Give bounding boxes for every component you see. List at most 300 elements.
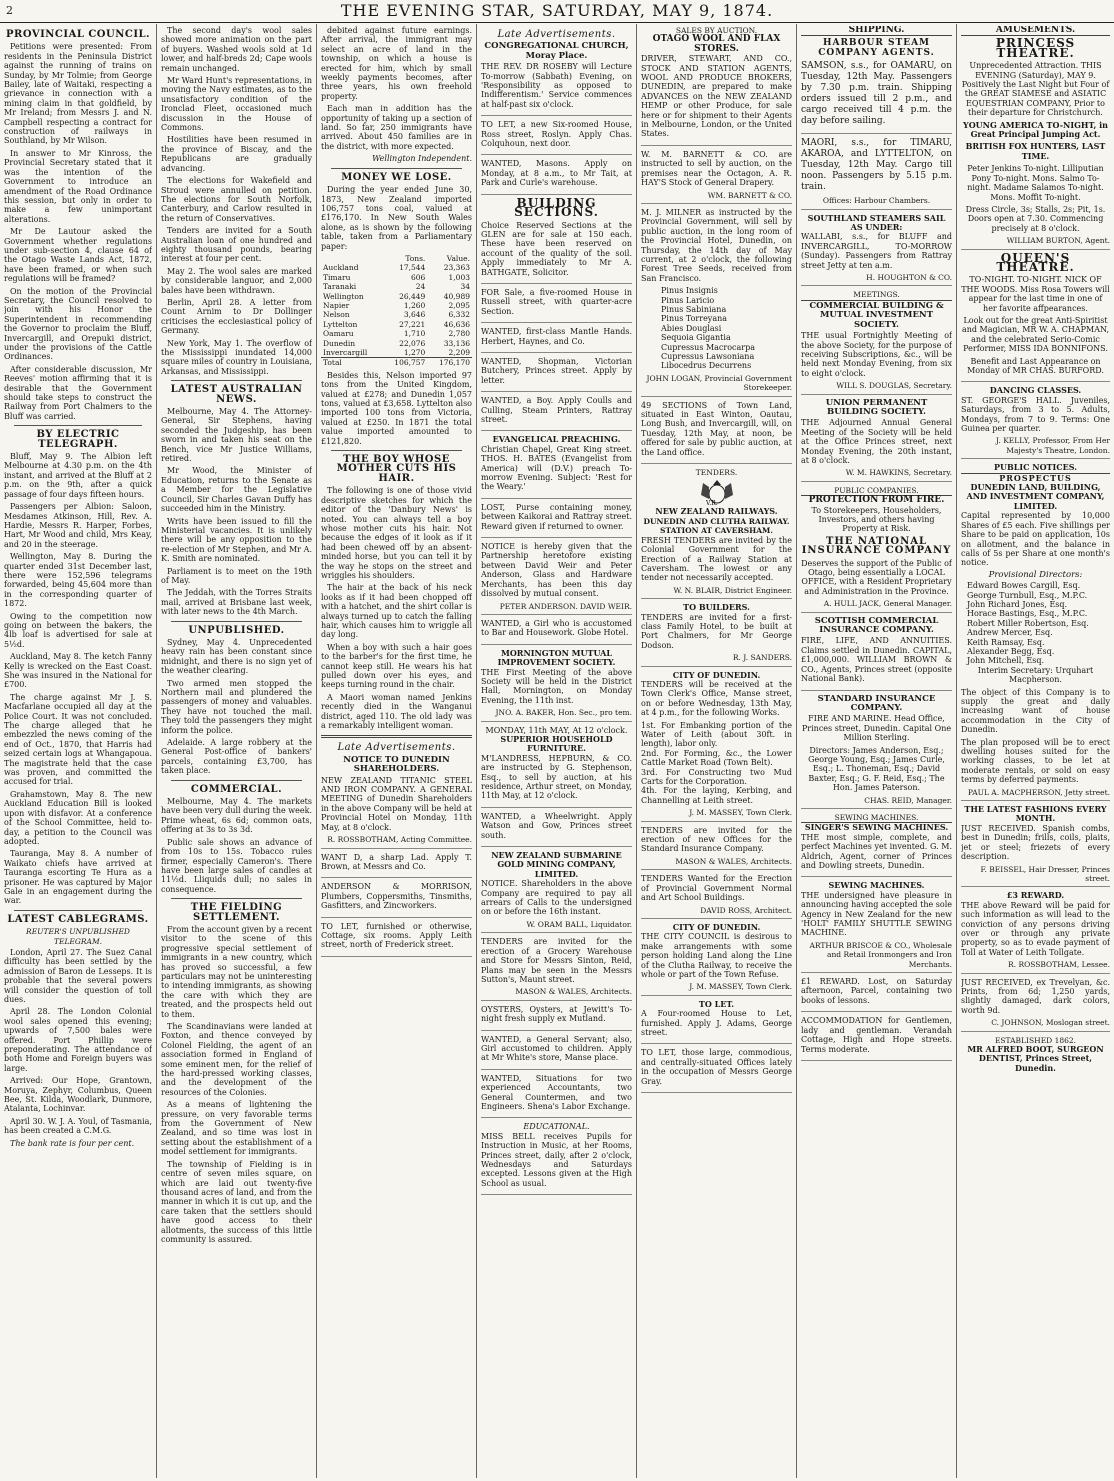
table-cell: Napier bbox=[323, 300, 350, 310]
advertisement bbox=[321, 882, 472, 917]
ad-title: PROTECTION FROM FIRE. bbox=[808, 495, 945, 506]
article-paragraph: Each man in addition has the opportunity of taking up a section of land. So far, 250 immigrants have arrived. About 450 families are in the district, with more expected. bbox=[321, 104, 472, 151]
table-cell: Oamaru bbox=[323, 329, 354, 339]
ad-title: MORNINGTON MUTUAL IMPROVEMENT SOCIETY. bbox=[497, 647, 616, 668]
advertisement bbox=[961, 824, 1110, 887]
column-5 bbox=[641, 26, 792, 1476]
ad-text: TO LET, furnished or otherwise, Cottage, six rooms. Apply Leith street, north of Frederick street. bbox=[321, 921, 472, 950]
ad-title: SOUTHLAND STEAMERS SAIL AS UNDER: bbox=[807, 212, 946, 233]
table-cell: 1,710 bbox=[403, 329, 426, 339]
ad-signature: PAUL A. MACPHERSON, Jetty street. bbox=[967, 787, 1110, 797]
ad-text: THE most simple, complete, and perfect Machines yet invented. G. M. Aldrich, Agent, corner of Princes and Dowling streets, Dunedin. bbox=[801, 832, 952, 870]
advertisement bbox=[481, 221, 632, 284]
ad-signature: J. M. MASSEY, Town Clerk. bbox=[689, 808, 792, 818]
ad-title: THE LATEST FASHIONS EVERY MONTH. bbox=[964, 804, 1107, 824]
article-paragraph: As a means of lightening the pressure, on very favorable terms from the Government of New Zealand, and so time was lost in setting about the establishment of a model settlement for immigrants. bbox=[161, 1100, 312, 1157]
ad-text: THE REV. DR ROSEBY will Lecture To-morrow (Sabbath) Evening, on 'Responsibility as opposed to Indifferentism.' Service commences at half-past six o'clock. bbox=[481, 62, 632, 109]
article-paragraph: On the motion of the Provincial Secretary, the Council resolved to join with his Honor the Superintendent in recommending the Governor to proclaim the Bluff, Invercargill, and Orepuki district, under the provisions of the Cattle Ordinances. bbox=[4, 286, 152, 362]
ad-signature: H. HOUGHTON & CO. bbox=[866, 273, 952, 283]
table-cell: 40,989 bbox=[443, 291, 470, 301]
list-item: Edward Bowes Cargill, Esq. bbox=[967, 581, 1081, 591]
ad-text: Deserves the support of the Public of Otago, being essentially a LOCAL OFFICE, with a Resident Proprietary and Administration in the Province. bbox=[801, 558, 952, 596]
advertisement bbox=[641, 401, 792, 464]
column-1 bbox=[4, 26, 152, 1476]
article-paragraph: When a boy with such a hair goes to the barber's for the first time, he cannot keep still. He wears his hat pulled down over his eyes, and keeps turning round in the chair. bbox=[321, 642, 472, 690]
advertisement bbox=[481, 445, 632, 499]
article-paragraph: The Scandinavians were landed at Foxton, and thence conveyed by Colonel Fielding, the agent of an association formed in England of some eminent men, for the relief of the hard-pressed working classes, and the development of the resources of the Colonies. bbox=[161, 1022, 312, 1097]
ad-title: CITY OF DUNEDIN. bbox=[672, 921, 761, 932]
advertisement bbox=[801, 232, 952, 286]
article-paragraph: After considerable discussion, Mr Reeves' motion affirming that it is desirable that the Government should take steps to construct the Railway from Port Chalmers to the Bluff was carried. bbox=[4, 364, 152, 421]
ad-text: THE above Reward will be paid for such information as will lead to the conviction of any persons driving over or through any private property, so as to evade payment of Toll at Water of Leith Tollgate. bbox=[961, 900, 1110, 957]
ad-signature: F. BEISSEL, Hair Dresser, Princes street. bbox=[980, 864, 1110, 883]
ad-signature: R. ROSSBOTHAM, Acting Committee. bbox=[327, 835, 472, 845]
advertisement bbox=[641, 826, 792, 871]
advertisement bbox=[961, 901, 1110, 974]
advertisement bbox=[641, 208, 792, 397]
advertisement bbox=[801, 61, 952, 134]
article-paragraph: Hostilities have been resumed in the province of Biscay, and the Republicans are gradually advancing. bbox=[161, 135, 312, 173]
ad-text: ANDERSON & MORRISON, Plumbers, Coppersmiths, Tinsmiths, Gasfitters, and Zincworkers. bbox=[321, 882, 472, 911]
ad-text: ACCOMMODATION for Gentlemen, lady and gentleman. Verandah Cottage, High and Hope streets. Terms moderate. bbox=[801, 1016, 952, 1054]
ad-text: 49 SECTIONS of Town Land, situated in East Winton, Oautau, Long Bush, and Invercargill, will, on Tuesday, 12th May, at noon, be offered for sale by public auction, at the Land office. bbox=[641, 400, 792, 457]
advertisement bbox=[481, 1132, 632, 1195]
ad-title: SEWING MACHINES. bbox=[828, 880, 925, 891]
article-paragraph: Mr De Lautour asked the Government whether regulations under sub-section 4, clause 64 of the Otago Waste Lands Act, 1872, have been framed, or when such regulations will be framed? bbox=[4, 227, 152, 284]
advertisement bbox=[641, 932, 792, 995]
table-cell: 3,646 bbox=[403, 310, 426, 320]
ad-title: SINGER'S SEWING MACHINES. bbox=[804, 822, 949, 833]
list-item: Horace Bastings, Esq., M.P.C. bbox=[967, 609, 1088, 619]
ad-headline: QUEEN'S THEATRE. bbox=[996, 250, 1075, 274]
table-cell: Auckland bbox=[323, 263, 359, 273]
column-3 bbox=[321, 26, 472, 1476]
section-heading: THE FIELDING SETTLEMENT. bbox=[190, 902, 283, 923]
article-paragraph: Besides this, Nelson imported 97 tons from the United Kingdom, valued at £278; and Dunedin 1,057 tons, valued at £3,658. Lyttelton also imported 100 tons from Victoria, valued at £250. In 1871 the total value imported amounted to £121,820. bbox=[321, 370, 472, 446]
section-heading: TENDERS. bbox=[695, 468, 738, 478]
table-row bbox=[321, 339, 472, 348]
ad-text: Peter Jenkins To-night. Lilliputian Pony To-night. Mons. Salmo To-night. Madame Salamos To-night. Mons. Moffit To-night. bbox=[967, 164, 1104, 202]
ad-title: OTAGO WOOL AND FLAX STORES. bbox=[652, 34, 781, 54]
table-row bbox=[321, 292, 472, 301]
ad-text: WANTED, a Girl who is accustomed to Bar and Housework. Globe Hotel. bbox=[481, 618, 632, 638]
table-header-row bbox=[321, 254, 472, 263]
table-cell: 33,136 bbox=[443, 338, 470, 348]
advertisement bbox=[801, 138, 952, 209]
table-total-row bbox=[321, 358, 472, 368]
ad-text: NEW ZEALAND TITANIC STEEL AND IRON COMPANY. A GENERAL MEETING of Dunedin Shareholders in the above Company will be held at Provincial Hotel on Monday, 11th May, at 8 o'clock. bbox=[321, 775, 472, 832]
ad-headline: BUILDING SECTIONS. bbox=[514, 195, 599, 220]
section-heading: Late Advertisements. bbox=[497, 29, 616, 40]
article-paragraph: Writs have been issued to fill the Ministerial vacancies. It is unlikely there will be any opposition to the re-election of Mr Stephen, and Mr A. K. Smith are nominated. bbox=[161, 516, 312, 564]
list-item: Robert Miller Robertson, Esq. bbox=[967, 618, 1089, 628]
ad-signature: WILLIAM BURTON, Agent. bbox=[1006, 236, 1110, 246]
advertisement bbox=[641, 536, 792, 599]
cable-paragraph: London, April 27. The Suez Canal difficulty has been settled by the admission of Baron de Lesseps. It is probable that the several powers will consider the question of toll dues. bbox=[4, 947, 152, 1004]
section-heading: LATEST AUSTRALIAN NEWS. bbox=[170, 384, 303, 405]
ad-signature: W. ORAM BALL, Liquidator. bbox=[526, 919, 632, 929]
article-paragraph: The elections for Wakefield and Stroud were annulled on petition. The elections for South Norfolk, Canterbury, and Carlow resulted in the return of Conservatives. bbox=[161, 176, 312, 223]
section-heading: PROVINCIAL COUNCIL. bbox=[5, 29, 151, 40]
ad-title: NEW ZEALAND RAILWAYS. bbox=[655, 506, 778, 517]
column-rule bbox=[796, 24, 797, 1478]
advertisement bbox=[481, 1005, 632, 1031]
article-paragraph: Mr Ward Hunt's representations, in moving the Navy estimates, as to the unsatisfactory condition of the Ironclad Fleet, occasioned much discussion in the House of Commons. bbox=[161, 76, 312, 133]
article-paragraph: Public sale shows an advance of from 10s to 15s. Tobacco rules firmer, especially Cameron's. There have been large sales of candles at 11½d. Lliquids dull; no sales in consequence. bbox=[161, 837, 312, 894]
ad-text: THE CITY COUNCIL is desirous to make arrangements with some person holding Land along the Line of the Clutha Railway, to receive the whole or part of the Town Refuse. bbox=[641, 932, 792, 979]
article-paragraph: Wellington Independent. bbox=[372, 154, 472, 164]
ad-signature: R. J. SANDERS. bbox=[732, 653, 792, 663]
ad-text: JUST RECEIVED. Spanish combs, best in Dunedin; frills, coils, plaits, jet or steel; friezets of every description. bbox=[961, 823, 1110, 862]
ad-title: DUNEDIN AND CLUTHA RAILWAY. STATION AT CAVERSHAM. bbox=[643, 516, 790, 536]
advertisement bbox=[801, 399, 952, 482]
table-row bbox=[321, 329, 472, 338]
column-4 bbox=[481, 26, 632, 1476]
advertisement bbox=[481, 357, 632, 392]
ad-text: NOTICE. Shareholders in the above Company are required to pay all arrears of Calls to the undersigned on or before the 16th instant. bbox=[481, 879, 632, 917]
advertisement bbox=[961, 61, 1110, 249]
ad-text: FIRE, LIFE, AND ANNUITIES. Claims settled in Dunedin. CAPITAL, £1,000,000. WILLIAM BROWN & CO., Agents, Princes street (opposite National Bank). bbox=[801, 636, 952, 684]
advertisement bbox=[961, 511, 1110, 801]
advertisement bbox=[641, 874, 792, 919]
column-2 bbox=[161, 26, 312, 1476]
table-cell: 176,170 bbox=[438, 358, 470, 368]
ad-text: MR ALFRED BOOT, SURGEON DENTIST, Princes Street, Dunedin. bbox=[967, 1044, 1104, 1073]
ad-text: THE Adjourned Annual General Meeting of the Society will be held at the Office Princes street, next Monday Evening, the 20th instant, at 8 o'clock. bbox=[801, 418, 952, 465]
ad-title: SUPERIOR HOUSEHOLD FURNITURE. bbox=[500, 733, 613, 754]
ad-text: WANTED, a Boy. Apply Coulls and Culling, Steam Printers, Rattray street. bbox=[481, 396, 632, 424]
ad-signature: WILL S. DOUGLAS, Secretary. bbox=[836, 381, 952, 391]
article-paragraph: Sydney, May 4. Unprecedented heavy rain has been constant since midnight, and there is no sign yet of the weather clearing. bbox=[161, 637, 312, 676]
advertisement bbox=[961, 275, 1110, 382]
section-heading: PUBLIC NOTICES. bbox=[961, 463, 1110, 473]
table-cell: 2,780 bbox=[448, 329, 470, 339]
advertisement bbox=[481, 668, 632, 722]
coal-import-table bbox=[321, 254, 472, 368]
ad-text: TENDERS will be received at the Town Clerk's Office, Manse street, on or before Wednesday, 13th May, at 4 p.m., for the following Works. bbox=[641, 679, 792, 718]
advertisement bbox=[321, 922, 472, 957]
ad-text: TENDERS are invited for a first-class Family Hotel, to be built at Port Chalmers, for Mr George Dodson. bbox=[641, 612, 792, 650]
ad-title: COMMERCIAL BUILDING & MUTUAL INVESTMENT SOCIETY. bbox=[809, 300, 944, 330]
cable-paragraph: The bank rate is four per cent. bbox=[10, 1138, 135, 1148]
table-cell: 17,544 bbox=[399, 263, 426, 273]
table-cell: Taranaki bbox=[323, 282, 357, 292]
ad-title: DANCING CLASSES. bbox=[989, 385, 1082, 396]
cable-paragraph: Arrived: Our Hope, Grantown, Moruya, Zephyr, Columbus, Queen Bee, St. Kilda, Woodlark, Dunmore, Atalanta, Lochinvar. bbox=[4, 1076, 152, 1114]
ad-text: OYSTERS, Oysters, at Jewitt's To-night fresh supply ex Mutland. bbox=[481, 1004, 632, 1024]
ad-text: SAMSON, s.s., for OAMARU, on Tuesday, 12th May. Passengers by 7.30 p.m. train. Shipping orders issued till 2 p.m., and cargo received till 4 p.m. the day before sailing. bbox=[801, 61, 952, 127]
ad-signature: W. N. BLAIR, District Engineer. bbox=[673, 585, 792, 595]
ad-title: CITY OF DUNEDIN. bbox=[672, 669, 761, 680]
ad-text: BRITISH FOX HUNTERS, LAST TIME. bbox=[965, 141, 1106, 161]
royal-crest-icon bbox=[697, 479, 737, 505]
ad-text: TENDERS Wanted for the Erection of Provincial Government Normal and Art School Buildings. bbox=[641, 874, 792, 903]
ad-title: Provisional Directors: bbox=[988, 569, 1083, 580]
table-cell: 1,260 bbox=[403, 300, 426, 310]
article-paragraph: Tenders are invited for a South Australian loan of one hundred and eighty thousand pounds, bearing interest at four per cent. bbox=[161, 226, 312, 264]
advertisement bbox=[641, 680, 792, 822]
advertisement bbox=[481, 1035, 632, 1070]
advertisement bbox=[481, 879, 632, 933]
page-number: 2 bbox=[6, 4, 14, 17]
table-cell: 23,363 bbox=[443, 263, 470, 273]
advertisement bbox=[481, 1074, 632, 1119]
ad-text: Unprecedented Attraction. THIS EVENING (Saturday), MAY 9. Positively the Last Night but Four of the GREAT SIAMESE and ASIATIC EQUESTRIAN COMPANY, Prior to their departure for Christchurch. bbox=[961, 61, 1110, 118]
ad-title: NOTICE TO DUNEDIN SHAREHOLDERS. bbox=[343, 754, 450, 775]
advertisement bbox=[641, 1009, 792, 1044]
section-heading: THE BOY WHOSE MOTHER CUTS HIS HAIR. bbox=[336, 454, 457, 484]
ad-text: JUST RECEIVED, ex Trevelyan, &c. Prints, from 6d; 1,250 yards, slightly damaged, dark colors, worth 9d. bbox=[961, 977, 1110, 1015]
advertisement bbox=[481, 503, 632, 538]
list-item: Andrew Mercer, Esq. bbox=[967, 628, 1053, 638]
table-cell: 6,332 bbox=[448, 310, 470, 320]
ad-text: The object of this Company is to supply the great and daily increasing want of house accommodation in the City of Dunedin. bbox=[961, 687, 1110, 735]
article-paragraph: Berlin, April 28. A letter from Count Arnim to Dr Dollinger criticises the ecclesiastical policy of Germany. bbox=[161, 297, 312, 336]
table-cell: Total bbox=[323, 358, 342, 368]
ad-title: CONGREGATIONAL CHURCH, Moray Place. bbox=[484, 41, 629, 61]
article-paragraph: In answer to Mr Kinross, the Provincial Secretary stated that it was the intention of the Government to introduce an amendment of the Road Ordinance this session, but only in order to make a few unimportant alterations. bbox=[4, 148, 152, 224]
table-header: Value. bbox=[446, 253, 470, 263]
ad-text: TO LET, a new Six-roomed House, Ross street, Roslyn. Apply Chas. Colquhoun, next door. bbox=[481, 120, 632, 149]
ad-signature: MASON & WALES, Architects. bbox=[515, 987, 632, 997]
ad-title: £3 REWARD. bbox=[1006, 890, 1065, 901]
ad-title: ESTABLISHED 1862. bbox=[994, 1035, 1077, 1045]
advertisement bbox=[801, 833, 952, 878]
article-paragraph: The Jeddah, with the Torres Straits mail, arrived at Brisbane last week, with later news to the 4th March. bbox=[161, 588, 312, 617]
list-item: Keith Ramsay, Esq. bbox=[967, 637, 1045, 647]
table-cell: 27,221 bbox=[399, 319, 426, 329]
advertisement bbox=[641, 613, 792, 667]
ad-title: MONDAY, 11th MAY, At 12 o'clock. bbox=[485, 725, 628, 735]
ad-text: WANTED, Shopman, Victorian Butchery, Princes street. Apply by letter. bbox=[481, 356, 632, 385]
advertisement bbox=[321, 853, 472, 879]
table-cell: 2,209 bbox=[448, 348, 470, 357]
ad-title: PROSPECTUS bbox=[999, 472, 1072, 483]
ad-title: STANDARD INSURANCE COMPANY. bbox=[817, 693, 936, 713]
article-paragraph: Mr Wood, the Minister of Education, returns to the Senate as a Member for the Legislative Council, Sir Charles Gavan Duffy has succeeded him in the Ministry. bbox=[161, 466, 312, 514]
ad-text: TENDERS are invited for the erection of a Grocery Warehouse and Store for Messrs Sinton, Reid, Plans may be seen in the Messrs Sutton's, Maunt street. bbox=[481, 937, 632, 984]
table-row bbox=[321, 282, 472, 291]
cable-paragraph: April 28. The London Colonial wool sales opened this evening; upwards of 7,500 bales were offered. Port Phillip were preponderating. The attendance of both Home and Foreign buyers was large. bbox=[4, 1007, 152, 1073]
list-item: George Turnbull, Esq., M.P.C. bbox=[967, 590, 1088, 600]
director-list bbox=[961, 581, 1110, 666]
ad-headline: HARBOUR STEAM COMPANY AGENTS. bbox=[818, 38, 935, 58]
table-row bbox=[321, 273, 472, 282]
section-heading: SALES BY AUCTION. bbox=[675, 26, 758, 35]
advertisement bbox=[481, 396, 632, 431]
ad-text: THE undersigned have pleasure in announcing having accepted the sole Agency in New Zealand for the new 'HOLT' FAMILY SHUTTLE SEWING MACHINE. bbox=[801, 890, 952, 938]
ad-text: Benefit and Last Appearance on Monday of MR CHAS. BURFORD. bbox=[967, 356, 1104, 375]
article-paragraph: Two armed men stopped the Northern mail and plundered the passengers of money and valuables. They have not touched the mail. They told the passengers they might inform the police. bbox=[161, 678, 312, 735]
ad-text: The plan proposed will be to erect dwelling houses suited for the working classes, to be let at moderate rentals, or sold on easy terms by deferred payments. bbox=[961, 737, 1110, 785]
ad-text: Capital represented by 10,000 Shares of £5 each. Five shillings per Share to be paid on application, 10s on allotment, and the balance in calls of 5s per Share at one month's notice. bbox=[961, 511, 1110, 568]
table-cell: 2,095 bbox=[448, 300, 470, 310]
ad-signature: JNO. A. BAKER, Hon. Sec., pro tem. bbox=[495, 708, 632, 718]
table-cell: Timaru bbox=[323, 272, 351, 282]
ad-text: Pinus Insignis Pinus Laricio Pinus Sabiniana Pinus Torreyana Abies Douglasi Sequoia Gigantia Cupressus Macrocarpa Cupressus Lawsoniana Libocedrus Decurrens bbox=[661, 286, 756, 371]
table-cell: Dunedin bbox=[323, 338, 356, 348]
cable-paragraph: April 30. W. J. A. Youl, of Tasmania, has been created a C.M.G. bbox=[4, 1116, 152, 1136]
column-rule bbox=[476, 24, 477, 1478]
ad-text: WANT D, a sharp Lad. Apply T. Brown, at Messrs and Co. bbox=[321, 852, 472, 871]
ad-text: Look out for the great Anti-Spiritist and Magician, MR W. A. CHAPMAN, and the celebrated Serio-Comic Performer, MISS IDA BONNIFONS. bbox=[961, 315, 1110, 354]
article-paragraph: A Maori woman named Jenkins recently died in the Wanganui district, aged 110. The old lady was a remarkably intelligent woman. bbox=[321, 692, 472, 731]
section-heading: SEWING MACHINES. bbox=[801, 813, 952, 823]
advertisement bbox=[481, 812, 632, 847]
section-heading: LATEST CABLEGRAMS. bbox=[7, 913, 149, 925]
ad-text: A Four-roomed House to Let, furnished. Apply J. Adams, George street. bbox=[641, 1009, 792, 1037]
advertisement bbox=[801, 617, 952, 691]
section-heading: COMMERCIAL. bbox=[190, 783, 283, 795]
table-cell: Wellington bbox=[323, 291, 364, 301]
table-cell: 606 bbox=[410, 272, 426, 282]
article-paragraph: From the account given by a recent visitor to the scene of this progressive special settlement of immigrants in a new country, which has proved so successful, a few particulars may not be uninteresting to intending immigrants, as showing the care with which they are treated, and the prospects held out to them. bbox=[161, 924, 312, 1019]
ad-signature: Offices: Harbour Chambers. bbox=[822, 196, 931, 206]
article-paragraph: Melbourne, May 4. The markets have been very dull during the week. Prime wheat, 6s 6d; common oats, offering at 3s to 3s 3d. bbox=[161, 797, 312, 835]
advertisement bbox=[801, 1016, 952, 1061]
advertisement bbox=[481, 937, 632, 1000]
table-cell: 22,076 bbox=[399, 338, 426, 348]
article-paragraph: During the year ended June 30, 1873, New Zealand imported 106,757 tons coal, valued at £176,170. In New South Wales alone, as is shown by the following table, taken from a Parliamentary paper: bbox=[321, 185, 472, 251]
ad-signature: PETER ANDERSON. DAVID WEIR. bbox=[499, 601, 632, 611]
ad-signature: J. M. MASSEY, Town Clerk. bbox=[689, 982, 792, 992]
table-cell: Lyttelton bbox=[323, 319, 358, 329]
ad-text: DRIVER, STEWART, AND CO., STOCK AND STATION AGENTS, WOOL AND PRODUCE BROKERS, DUNEDIN, are prepared to make ADVANCES on the NEW ZEALAND HEMP or other Produce, for sale here or for shipment to their Agents in Melbourne, London, or the United States. bbox=[641, 54, 792, 139]
telegram-paragraph: Wellington, May 8. During the quarter ended 31st December last, there were 152,596 telegrams forwarded, being 45,604 more than in the corresponding quarter of 1872. bbox=[4, 552, 152, 609]
ad-text: THE First Meeting of the above Society will be held in the District Hall, Mornington, on Monday Evening, the 11th inst. bbox=[481, 667, 632, 705]
table-row bbox=[321, 301, 472, 310]
ad-title: TO BUILDERS. bbox=[683, 602, 750, 613]
ad-text: W. M. BARNETT & CO. are instructed to sell by auction, on the premises near the Octagon, A. R. HAY'S Stock of General Drapery. bbox=[641, 149, 792, 188]
ad-title: SCOTTISH COMMERCIAL INSURANCE COMPANY. bbox=[814, 615, 939, 636]
article-paragraph: Petitions were presented: From residents in the Peninsula District against the running of trains on Sunday, by Mr Tolmie; from George Bailey, late of Waitaki, respecting a grievance in connection with a mining claim in that goldfield, by Mr Ireland; from Messrs J. and N. Campbell respecting a contract for construction of railways in Southland, by Mr Wilson. bbox=[4, 42, 152, 146]
table-row bbox=[321, 310, 472, 319]
ad-text: YOUNG AMERICA TO-NIGHT, in Great Principal Jumping Act. bbox=[963, 119, 1108, 140]
article-paragraph: Parliament is to meet on the 19th of May. bbox=[161, 566, 312, 585]
telegram-paragraph: Tauranga, May 8. A number of Waikato chiefs have arrived at Tauranga escorting Te Hura as a prisoner. He was captured by Major Gale in an engagement during the war. bbox=[4, 849, 152, 906]
ad-text: WANTED, Situations for two experienced Accountants, two General Countermen, and two Engineers. Shena's Labor Exchange. bbox=[481, 1073, 632, 1111]
section-heading: UNPUBLISHED. bbox=[188, 624, 285, 636]
ad-text: Directors: James Anderson, Esq.; George Young, Esq.; James Curle, Esq.; L. Thoneman, Esq.; David Baxter, Esq.; G. F. Reid, Esq.; The Hon. James Paterson. bbox=[808, 745, 945, 793]
advertisement bbox=[481, 159, 632, 194]
table-cell: 106,757 bbox=[394, 358, 426, 368]
telegram-paragraph: The charge against Mr J. S. Macfarlane occupied all day at the Police Court. It was not concluded. The charge alleged that he embezzled the news coming of the end of Oct., 1870, that Harris had seized certain logs at Whangapoua. The magistrate held that the case was proven, and committed the accused for trial. bbox=[4, 692, 152, 787]
article-paragraph: The second day's wool sales showed more animation on the part of buyers. Washed wools sold at 1d lower, and half-breds 2d; Cape wools remain unchanged. bbox=[161, 26, 312, 73]
ad-signature: A. HULL JACK, General Manager. bbox=[823, 599, 952, 609]
article-paragraph: debited against future earnings. After arrival, the immigrant may select an acre of land in the township, on which a house is erected for him, which by small weekly payments becomes, after three years, his own freehold property. bbox=[321, 26, 472, 101]
telegram-paragraph: Bluff, May 9. The Albion left Melbourne at 4.30 p.m. on the 4th instant, and arrived at the Bluff at 2 p.m. on the 9th, after a quick passage of four days fifteen hours. bbox=[4, 452, 152, 499]
article-paragraph: The following is one of those vivid descriptive sketches for which the editor of the 'Danbury News' is noted. You can always tell a boy whose mother cuts his hair. Not because the edges of it look as if it had been chewed off by an absent-minded horse, but you can tell it by the way he stops on the street and wriggles his shoulders. bbox=[321, 486, 472, 580]
ad-text: M'LANDRESS, HEPBURN, & CO. are instructed by G. Stephenson, Esq., to sell by auction, at his residence, Arthur street, on Monday, 11th May, at 12 o'clock. bbox=[481, 753, 632, 801]
ad-signature: C. JOHNSON, Moslogan street. bbox=[991, 1018, 1110, 1028]
ad-text: NOTICE is hereby given that the Partnership heretofore existing between David Weir and Peter Anderson, Glass and Hardware Merchants, has been this day dissolved by mutual consent. bbox=[481, 542, 632, 599]
section-heading: SHIPPING. bbox=[801, 26, 952, 36]
advertisement bbox=[801, 506, 952, 613]
list-item: John Richard Jones, Esq. bbox=[967, 599, 1068, 609]
ad-text: LOST, Purse containing money, between Kaikorai and Rattray street. Reward given if returned to owner. bbox=[481, 502, 632, 531]
telegram-paragraph: Grahamstown, May 8. The new Auckland Education Bill is looked upon with disfavor. At a conference of the School Committee, held to-day, a petition to the Council was adopted. bbox=[4, 789, 152, 846]
ad-signature: ARTHUR BRISCOE & CO., Wholesale and Retail Ironmongers and Iron Merchants. bbox=[809, 940, 952, 969]
advertisement bbox=[481, 327, 632, 353]
ad-signature: DAVID ROSS, Architect. bbox=[700, 905, 792, 915]
advertisement bbox=[481, 619, 632, 645]
ad-title: TO LET. bbox=[698, 998, 735, 1009]
list-item: John Mitchell, Esq. bbox=[967, 656, 1045, 666]
section-heading: Late Advertisements. bbox=[337, 742, 456, 754]
advertisement bbox=[801, 302, 952, 395]
section-heading: PUBLIC COMPANIES. bbox=[801, 486, 952, 496]
table-row bbox=[321, 348, 472, 358]
ad-text: M. J. MILNER as instructed by the Provincial Government, will sell by public auction, in the long room of the Provincial Hotel, Dunedin, on Thursday, the 14th day of May current, at 2 o'clock, the following Forest Tree Seeds, received from San Francisco. bbox=[641, 207, 792, 283]
ad-text: MISS BELL receives Pupils for Instruction in Music, at her Rooms, Princes street, daily, after 2 o'clock, Wednesdays and Saturdays excepted. Lessons given at the High School as usual. bbox=[481, 1131, 632, 1188]
ad-text: Choice Reserved Sections at the GLEN are for sale at 150 each. These have been reserved on account of the quality of the soil. Apply immediately to Mr A. BATHGATE, Solicitor. bbox=[481, 220, 632, 277]
section-heading: BY ELECTRIC TELEGRAPH. bbox=[36, 429, 120, 450]
advertisement bbox=[481, 754, 632, 808]
advertisement bbox=[641, 54, 792, 146]
ad-text: 1st. For Embanking portion of the Water of Leith (about 30ft. in length), labor only. 2nd. For Forming, &c., the Lower Cattle Market Road (Town Belt). 3rd. For Constructing two Mud Carts for the Corporation. 4th. For the laying, Kerbing, and Channelling at Leith street. bbox=[641, 720, 792, 805]
table-cell: 26,449 bbox=[399, 291, 426, 301]
article-paragraph: The township of Fielding is in centre of seven miles square, on which are laid out twenty-five thousand acres of land, and from the manner in which it is cut up, and the care taken that the settlers should have good access to their allotments, the success of this little community is assured. bbox=[161, 1159, 312, 1244]
article-paragraph: Melbourne, May 4. The Attorney-General, Sir Stephens, having seconded the Judgeship, has been sworn in and taken his seat on the Bench, vice Mr Justice Williams, retired. bbox=[161, 407, 312, 464]
advertisement bbox=[321, 756, 472, 849]
advertisement bbox=[961, 1045, 1110, 1079]
ad-title: DUNEDIN LAND, BUILDING, AND INVESTMENT COMPANY, LIMITED. bbox=[966, 482, 1105, 511]
column-rule bbox=[956, 24, 957, 1478]
ad-signature: R. ROSSBOTHAM, Lessee. bbox=[1008, 960, 1110, 970]
ad-text: FRESH TENDERS are invited by the Colonial Government for the Erection of a Railway Station at Caversham. The lowest or any tender not necessarily accepted. bbox=[641, 535, 792, 583]
ad-text: FOR Sale, a five-roomed House in Russell street, with quarter-acre Section. bbox=[481, 287, 632, 316]
ad-text: £1 REWARD. Lost, on Saturday afternoon, Parcel, containing two books of lessons. bbox=[801, 977, 952, 1005]
table-cell: 24 bbox=[415, 282, 426, 292]
newspaper-title: THE EVENING STAR, SATURDAY, MAY 9, 1874. bbox=[340, 1, 774, 20]
section-heading: MEETINGS. bbox=[801, 290, 952, 300]
table-cell: Invercargill bbox=[323, 348, 368, 357]
table-cell: 46,636 bbox=[443, 319, 470, 329]
advertisement bbox=[481, 42, 632, 116]
advertisement bbox=[961, 396, 1110, 459]
advertisement bbox=[961, 978, 1110, 1032]
ad-signature: JOHN LOGAN, Provincial Government Storekeeper. bbox=[646, 373, 792, 393]
table-cell: 34 bbox=[460, 282, 470, 292]
column-7 bbox=[961, 26, 1110, 1476]
ad-text: WALLABI, s.s., for BLUFF and INVERCARGILL, TO-MORROW (Sunday). Passengers from Rattray street Jetty at ten a.m. bbox=[801, 232, 952, 270]
table-cell: 1,270 bbox=[403, 348, 426, 357]
table-cell: 1,003 bbox=[448, 272, 470, 282]
column-rule bbox=[156, 24, 157, 1478]
section-heading: AMUSEMENTS. bbox=[961, 26, 1110, 36]
advertisement bbox=[641, 1048, 792, 1093]
ad-title: EDUCATIONAL. bbox=[523, 1122, 590, 1132]
ad-text: WANTED, a General Servant; also, Girl accustomed to children. Apply at Mr White's store, Manse place. bbox=[481, 1034, 632, 1063]
subheading: REUTER'S UNPUBLISHED TELEGRAM. bbox=[26, 927, 130, 946]
column-rule bbox=[316, 24, 317, 1478]
telegram-paragraph: Owing to the competition now going on between the bakers, the 4lb loaf is advertised for sale at 5½d. bbox=[4, 611, 152, 649]
article-paragraph: The hair at the back of his neck looks as if it had been chopped off with a hatchet, and the shirt collar is always turned up to catch the falling hair, which causes him to wriggle all day long. bbox=[321, 583, 472, 640]
ad-signature: CHAS. REID, Manager. bbox=[864, 795, 952, 805]
ad-signature: WM. BARNETT & CO. bbox=[707, 190, 792, 200]
table-header: Tons. bbox=[405, 253, 426, 263]
ad-text: Dress Circle, 3s; Stalls, 2s; Pit, 1s. Doors open at 7.30. Commencing precisely at 8 o'clock. bbox=[965, 204, 1106, 233]
section-heading: MONEY WE LOSE. bbox=[341, 171, 452, 183]
column-6 bbox=[801, 26, 952, 1476]
ad-text: To Storekeepers, Householders, Investors, and others having Property at Risk. bbox=[811, 505, 942, 534]
table-row bbox=[321, 320, 472, 329]
ad-headline: PRINCESS THEATRE. bbox=[995, 36, 1076, 60]
advertisement bbox=[801, 977, 952, 1012]
ad-text: TENDERS are invited for the erection of new Offices for the Standard Insurance Company. bbox=[641, 825, 792, 854]
ad-signature: MASON & WALES, Architects. bbox=[675, 856, 792, 866]
article-paragraph: New York, May 1. The overflow of the Mississippi inundated 14,000 square miles of country in Louisiana, Arkansas, and Mississippi. bbox=[161, 338, 312, 376]
